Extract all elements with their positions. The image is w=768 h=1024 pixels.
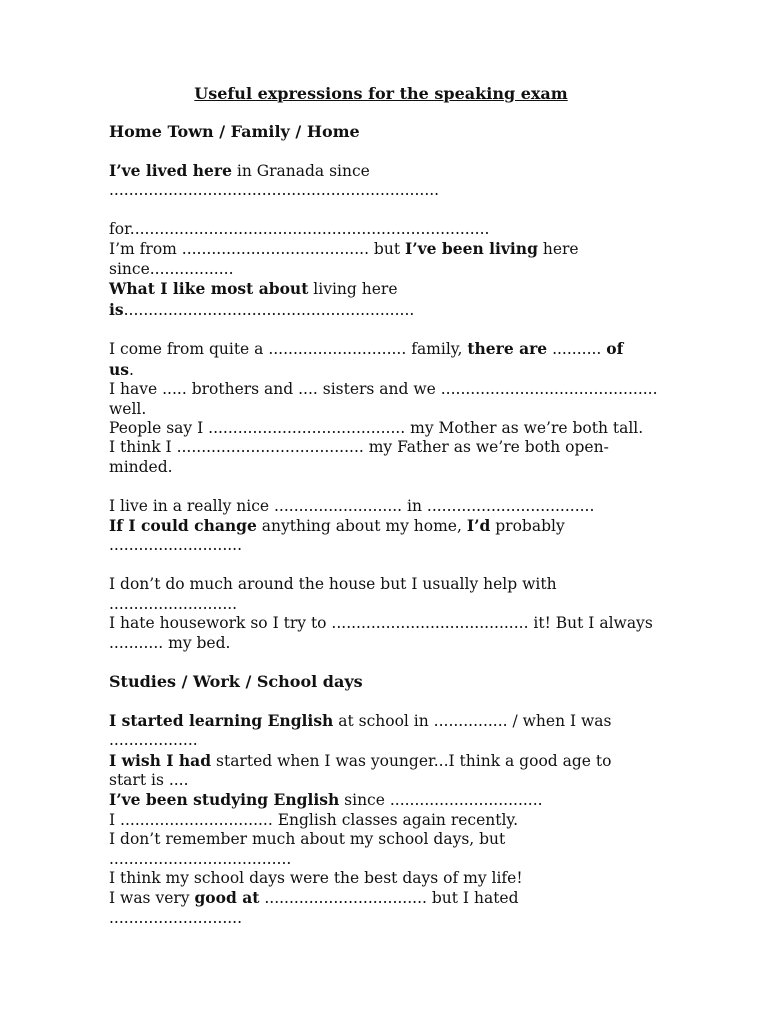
text-line [109,516,669,536]
text-span: probably [490,517,565,536]
spacer [109,201,669,220]
text-line: minded. [109,457,173,476]
text-line: I have ..... brothers and .... sisters and we ............................................ [109,380,658,399]
text-span: I was very [109,889,195,908]
blank-line: ................................................................... [109,181,440,200]
bold-phrase: us [109,359,129,379]
text-span: living here [308,280,398,299]
bold-phrase: If I could change [109,516,257,536]
spacer [109,477,669,496]
text-line [109,360,669,380]
text-span: I’m from ...................................... but [109,240,405,259]
bold-phrase: there are [467,339,548,359]
spacer [109,653,669,672]
text-line: I ............................... English classes again recently. [109,810,519,829]
spacer [109,556,669,575]
spacer [109,320,669,339]
bold-phrase: I’ve been living [405,239,538,259]
blank-line: .......................... [109,594,238,613]
text-line: ........... my bed. [109,633,231,652]
text-span: I come from quite a ............................ family, [109,340,468,359]
text-span: at school in ............... / when I was [333,711,612,730]
text-span: ........................................................... [123,300,415,319]
text-span: anything about my home, [256,517,467,536]
bold-phrase: good at [194,888,260,908]
text-line [109,339,669,359]
bold-phrase: I’ve lived here [109,160,232,180]
text-line [109,888,669,908]
text-line: I think my school days were the best days of my life! [109,868,523,887]
document-page [109,84,669,928]
text-line: I don’t do much around the house but I usually help with [109,575,557,594]
text-line: I hate housework so I try to ........................................ it! But I always [109,614,653,633]
text-line: I don’t remember much about my school days, but [109,830,506,849]
text-line [109,790,669,810]
bold-phrase: I started learning English [109,710,334,730]
document-title: Useful expressions for the speaking exam [194,84,568,103]
text-line [109,239,669,259]
blank-line: ........................... [109,536,243,555]
text-line: for......................................................................... [109,220,490,239]
text-line: start is .... [109,770,189,789]
text-line: I live in a really nice .......................... in .................................. [109,496,595,515]
text-line [109,300,669,320]
text-line: People say I ........................................ my Mother as we’re both tall. [109,419,644,438]
text-line [109,279,669,299]
bold-phrase: I wish I had [109,750,212,770]
bold-phrase: I’d [466,516,491,536]
text-line: since................. [109,259,234,278]
text-span: started when I was younger...I think a good age to [211,751,612,770]
text-line [109,711,669,731]
bold-phrase: What I like most about [109,279,309,299]
text-span: in Granada since [231,161,370,180]
text-span: ................................. but I hated [259,889,519,908]
bold-phrase: is [109,299,124,319]
text-line [109,751,669,771]
text-span: here [537,240,579,259]
text-line [109,161,669,181]
text-line: well. [109,399,147,418]
text-span: . [129,360,134,379]
section-heading-studies: Studies / Work / School days [109,672,363,692]
blank-line: ..................................... [109,849,292,868]
bold-phrase: I’ve been studying English [109,790,340,810]
text-line: I think I ...................................... my Father as we’re both open- [109,438,609,457]
text-span: since ............................... [339,791,543,810]
bold-phrase: of [606,339,624,359]
blank-line: .................. [109,731,198,750]
text-span: .......... [547,340,607,359]
section-heading-home: Home Town / Family / Home [109,122,360,142]
blank-line: ........................... [109,908,243,927]
